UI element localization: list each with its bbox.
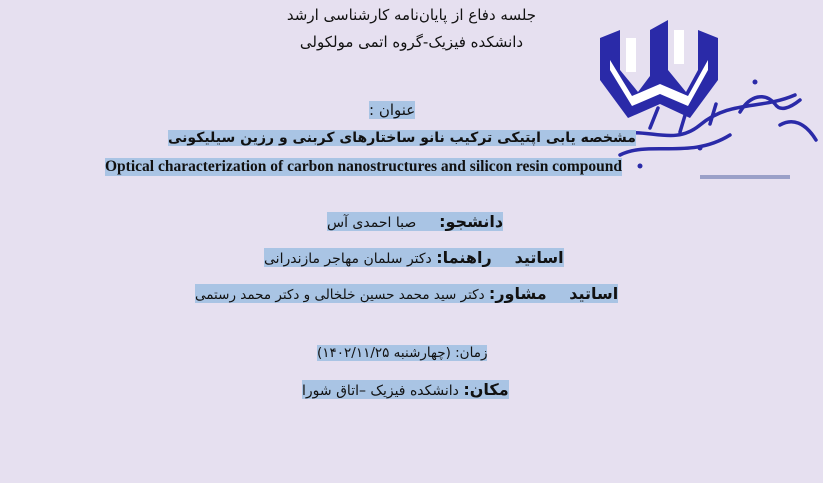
- supervisor-label-2: راهنما:: [436, 248, 492, 267]
- supervisor-name: دکتر سلمان مهاجر مازندرانی: [264, 251, 432, 267]
- title-english: Optical characterization of carbon nanostructures and silicon resin compound: [105, 158, 622, 175]
- student-name: صبا احمدی آس: [327, 215, 417, 231]
- title-label: عنوان :: [369, 101, 416, 119]
- supervisor-label-1: اساتید: [514, 248, 564, 267]
- place-value: دانشکده فیزیک –اتاق شورا: [302, 383, 459, 399]
- place-row: [302, 380, 509, 399]
- title-persian: مشخصه یابی اپتیکی ترکیب نانو ساختارهای کربنی و رزین سیلیکونی: [168, 130, 636, 146]
- student-label: دانشجو:: [439, 212, 504, 231]
- supervisor-row: [264, 248, 564, 267]
- advisor-names: دکتر سید محمد حسین خلخالی و دکتر محمد رستمی: [195, 287, 485, 303]
- header-line-1: جلسه دفاع از پایان‌نامه کارشناسی ارشد: [286, 6, 537, 24]
- header-line-2: دانشکده فیزیک-گروه اتمی مولکولی: [299, 33, 524, 51]
- time-row: زمان: (چهارشنبه ۱۴۰۲/۱۱/۲۵): [317, 345, 488, 361]
- advisor-row: [195, 284, 618, 303]
- advisor-label-2: مشاور:: [488, 284, 547, 303]
- student-row: [327, 212, 503, 231]
- place-label: مکان:: [463, 380, 509, 399]
- advisor-label-1: اساتید: [569, 284, 619, 303]
